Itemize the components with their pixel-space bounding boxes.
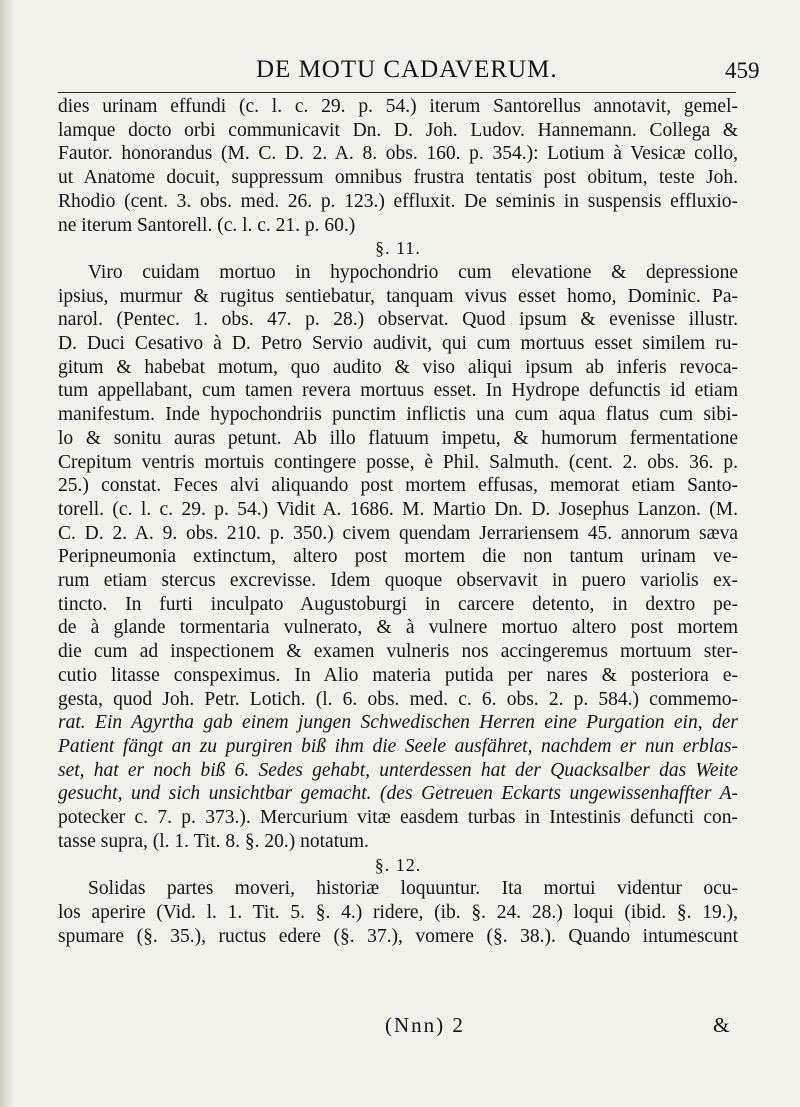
text-line: de à glande tormentaria vulnerato, & à vulnere mortuo altero post mortem	[58, 617, 738, 639]
text-line: ne iterum Santorell. (c. l. c. 21. p. 60.)	[58, 214, 356, 236]
text-line: tum appellabant, cum tamen revera mortuus esset. In Hydrope defunctis id etiam	[58, 380, 738, 402]
text-line: lo & sonitu auras petunt. Ab illo flatuum impetu, & humorum fermentatione	[58, 427, 738, 449]
paragraph-intro	[58, 95, 738, 237]
section-heading-12: §. 12.	[374, 854, 422, 875]
header-rule	[58, 92, 736, 93]
text-line: die cum ad inspectionem & examen vulneris nos accingeremus mortuum ster-	[58, 641, 738, 663]
body-text	[58, 95, 738, 948]
signature-mark: (Nnn) 2	[385, 1013, 465, 1037]
text-line: rum etiam stercus excrevisse. Idem quoque observavit in puero variolis ex-	[58, 570, 738, 592]
text-line: rat. Ein Agyrtha gab einem jungen Schwedischen Herren eine Purgation ein, der	[58, 712, 738, 734]
page-footer	[0, 1013, 800, 1041]
text-line: spumare (§. 35.), ructus edere (§. 37.), vomere (§. 38.). Quando intumescunt	[58, 925, 738, 947]
text-line: cutio litasse conspeximus. In Alio materia putida per nares & posteriora e-	[58, 664, 738, 686]
text-line: potecker c. 7. p. 373.). Mercurium vitæ easdem turbas in Intestinis defuncti con-	[58, 807, 738, 829]
text-line: gesucht, und sich unsichtbar gemacht. (des Getreuen Eckarts ungewissenhaffter A-	[58, 783, 738, 805]
running-head	[0, 52, 800, 86]
paragraph-section-12	[58, 877, 738, 948]
text-line: dies urinam effundi (c. l. c. 29. p. 54.) iterum Santorellus annotavit, gemel-	[58, 96, 738, 117]
text-line: lamque docto orbi communicavit Dn. D. Joh. Ludov. Hannemann. Collega &	[58, 119, 738, 141]
text-line: C. D. 2. A. 9. obs. 210. p. 350.) civem quendam Jerrariensem 45. annorum sæva	[58, 522, 738, 544]
text-line: ut Anatome docuit, suppressum omnibus frustra tentatis post obitum, teste Joh.	[58, 167, 738, 189]
page-number: 459	[725, 58, 760, 83]
text-line: gesta, quod Joh. Petr. Lotich. (l. 6. obs. med. c. 6. obs. 2. p. 584.) commemo-	[58, 688, 738, 710]
text-line: gitum & habebat motum, quo audito & viso aliqui ipsum ab inferis revoca-	[58, 356, 738, 378]
text-line: Crepitum ventris mortuis contingere posse, è Phil. Salmuth. (cent. 2. obs. 36. p.	[58, 451, 738, 473]
section-heading-11: §. 11.	[375, 238, 421, 259]
text-line: D. Duci Cesativo à D. Petro Servio audivit, qui cum mortuus esset similem ru-	[58, 333, 738, 355]
running-title: DE MOTU CADAVERUM.	[256, 56, 558, 83]
text-line: narol. (Pentec. 1. obs. 47. p. 28.) observat. Quod ipsum & evenisse illustr.	[58, 309, 738, 331]
text-line: Fautor. honorandus (M. C. D. 2. A. 8. obs. 160. p. 354.): Lotium à Vesicæ collo,	[58, 143, 738, 165]
text-line: set, hat er noch biß 6. Sedes gehabt, unterdessen hat der Quacksalber das Weite	[58, 759, 738, 781]
text-line: Peripneumonia extinctum, altero post mortem die non tantum urinam ve-	[58, 546, 738, 568]
text-line: torell. (c. l. c. 29. p. 54.) Vidit A. 1686. M. Martio Dn. D. Josephus Lanzon. (M.	[58, 498, 738, 520]
text-line: tincto. In furti inculpato Augustoburgi in carcere detento, in dextro pe-	[58, 593, 738, 615]
text-line: Rhodio (cent. 3. obs. med. 26. p. 123.) effluxit. De seminis in suspensis effluxio-	[58, 190, 738, 212]
text-line: 25.) constat. Feces alvi aliquando post mortem effusas, memorat etiam Santo-	[58, 475, 738, 497]
text-line: tasse supra, (l. 1. Tit. 8. §. 20.) notatum.	[58, 830, 369, 852]
text-line: Solidas partes moveri, historiæ loquuntur. Ita mortui videntur ocu-	[88, 878, 738, 900]
text-line: ipsius, murmur & rugitus sentiebatur, tanquam vivus esset homo, Dominic. Pa-	[58, 285, 738, 307]
text-line: manifestum. Inde hypochondriis punctim inflictis una cum aqua flatus cum sibi-	[58, 404, 738, 426]
paragraph-section-11	[58, 261, 738, 854]
catchword: &	[713, 1013, 730, 1037]
text-line: los aperire (Vid. l. 1. Tit. 5. §. 4.) ridere, (ib. §. 24. 28.) loqui (ibid. §. 19.),	[58, 901, 738, 923]
text-line: Viro cuidam mortuo in hypochondrio cum elevatione & depressione	[88, 261, 738, 283]
text-line: Patient fängt an zu purgiren biß ihm die Seele ausfähret, nachdem er nun erblas-	[58, 735, 738, 757]
